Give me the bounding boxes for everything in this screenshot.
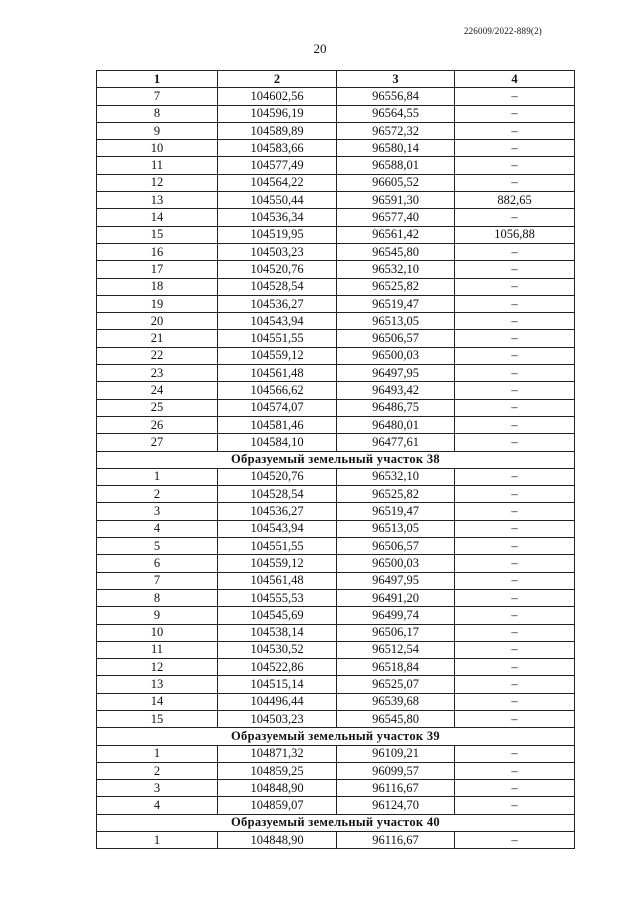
y-coordinate-cell: 96116,67: [337, 832, 455, 849]
x-coordinate-cell: 104538,14: [218, 624, 337, 641]
point-number-cell: 15: [97, 226, 218, 243]
table-row: [97, 693, 575, 710]
distance-cell: –: [455, 122, 575, 139]
distance-cell: –: [455, 157, 575, 174]
table-row: [97, 209, 575, 226]
y-coordinate-cell: 96497,95: [337, 365, 455, 382]
y-coordinate-cell: 96577,40: [337, 209, 455, 226]
x-coordinate-cell: 104566,62: [218, 382, 337, 399]
x-coordinate-cell: 104871,32: [218, 745, 337, 762]
distance-cell: –: [455, 676, 575, 693]
point-number-cell: 4: [97, 520, 218, 537]
section-title: Образуемый земельный участок 40: [97, 814, 575, 831]
y-coordinate-cell: 96605,52: [337, 174, 455, 191]
table-row: [97, 157, 575, 174]
point-number-cell: 12: [97, 174, 218, 191]
point-number-cell: 22: [97, 347, 218, 364]
table-row: [97, 780, 575, 797]
distance-cell: –: [455, 434, 575, 451]
distance-cell: –: [455, 261, 575, 278]
x-coordinate-cell: 104520,76: [218, 261, 337, 278]
section-title: Образуемый земельный участок 39: [97, 728, 575, 745]
point-number-cell: 4: [97, 797, 218, 814]
table-row: [97, 832, 575, 849]
distance-cell: –: [455, 659, 575, 676]
point-number-cell: 8: [97, 105, 218, 122]
y-coordinate-cell: 96525,82: [337, 278, 455, 295]
table-row: [97, 486, 575, 503]
document-id: 226009/2022-889(2): [463, 26, 542, 36]
table-row: [97, 399, 575, 416]
point-number-cell: 5: [97, 538, 218, 555]
table-row: [97, 468, 575, 485]
page-number: 20: [313, 41, 327, 56]
x-coordinate-cell: 104589,89: [218, 122, 337, 139]
point-number-cell: 3: [97, 503, 218, 520]
x-coordinate-cell: 104561,48: [218, 365, 337, 382]
y-coordinate-cell: 96506,57: [337, 538, 455, 555]
point-number-cell: 23: [97, 365, 218, 382]
y-coordinate-cell: 96525,82: [337, 486, 455, 503]
table-row: [97, 226, 575, 243]
point-number-cell: 25: [97, 399, 218, 416]
table-row: [97, 710, 575, 727]
table-row: [97, 434, 575, 451]
x-coordinate-cell: 104543,94: [218, 313, 337, 330]
y-coordinate-cell: 96512,54: [337, 641, 455, 658]
distance-cell: –: [455, 641, 575, 658]
table-row: [97, 607, 575, 624]
x-coordinate-cell: 104583,66: [218, 140, 337, 157]
y-coordinate-cell: 96500,03: [337, 555, 455, 572]
table-row: [97, 365, 575, 382]
x-coordinate-cell: 104550,44: [218, 192, 337, 209]
y-coordinate-cell: 96519,47: [337, 503, 455, 520]
table-row: [97, 105, 575, 122]
y-coordinate-cell: 96561,42: [337, 226, 455, 243]
point-number-cell: 19: [97, 295, 218, 312]
table-row: [97, 243, 575, 260]
y-coordinate-cell: 96545,80: [337, 710, 455, 727]
point-number-cell: 13: [97, 676, 218, 693]
table-row: [97, 88, 575, 105]
distance-cell: –: [455, 693, 575, 710]
distance-cell: –: [455, 572, 575, 589]
distance-cell: –: [455, 486, 575, 503]
distance-cell: –: [455, 538, 575, 555]
y-coordinate-cell: 96532,10: [337, 261, 455, 278]
distance-cell: –: [455, 555, 575, 572]
y-coordinate-cell: 96588,01: [337, 157, 455, 174]
x-coordinate-cell: 104520,76: [218, 468, 337, 485]
distance-cell: –: [455, 313, 575, 330]
table-row: [97, 295, 575, 312]
y-coordinate-cell: 96539,68: [337, 693, 455, 710]
y-coordinate-cell: 96480,01: [337, 416, 455, 433]
distance-cell: –: [455, 105, 575, 122]
point-number-cell: 6: [97, 555, 218, 572]
table-row: [97, 261, 575, 278]
x-coordinate-cell: 104561,48: [218, 572, 337, 589]
x-coordinate-cell: 104584,10: [218, 434, 337, 451]
table-row: [97, 122, 575, 139]
x-coordinate-cell: 104859,07: [218, 797, 337, 814]
x-coordinate-cell: 104528,54: [218, 278, 337, 295]
distance-cell: –: [455, 503, 575, 520]
distance-cell: –: [455, 330, 575, 347]
distance-cell: –: [455, 399, 575, 416]
x-coordinate-cell: 104528,54: [218, 486, 337, 503]
x-coordinate-cell: 104551,55: [218, 538, 337, 555]
x-coordinate-cell: 104536,27: [218, 503, 337, 520]
point-number-cell: 10: [97, 624, 218, 641]
y-coordinate-cell: 96491,20: [337, 589, 455, 606]
x-coordinate-cell: 104581,46: [218, 416, 337, 433]
y-coordinate-cell: 96556,84: [337, 88, 455, 105]
column-header-2: 2: [218, 71, 337, 88]
section-title-row: [97, 451, 575, 468]
distance-cell: 882,65: [455, 192, 575, 209]
point-number-cell: 15: [97, 710, 218, 727]
point-number-cell: 14: [97, 693, 218, 710]
distance-cell: –: [455, 88, 575, 105]
distance-cell: –: [455, 797, 575, 814]
point-number-cell: 20: [97, 313, 218, 330]
table-row: [97, 762, 575, 779]
y-coordinate-cell: 96109,21: [337, 745, 455, 762]
table-row: [97, 520, 575, 537]
x-coordinate-cell: 104536,34: [218, 209, 337, 226]
distance-cell: –: [455, 382, 575, 399]
point-number-cell: 1: [97, 468, 218, 485]
y-coordinate-cell: 96506,17: [337, 624, 455, 641]
distance-cell: –: [455, 710, 575, 727]
distance-cell: –: [455, 174, 575, 191]
point-number-cell: 12: [97, 659, 218, 676]
x-coordinate-cell: 104602,56: [218, 88, 337, 105]
point-number-cell: 13: [97, 192, 218, 209]
table-header-row: [97, 71, 575, 88]
x-coordinate-cell: 104555,53: [218, 589, 337, 606]
table-row: [97, 192, 575, 209]
point-number-cell: 9: [97, 607, 218, 624]
x-coordinate-cell: 104503,23: [218, 710, 337, 727]
table-row: [97, 797, 575, 814]
point-number-cell: 8: [97, 589, 218, 606]
distance-cell: –: [455, 745, 575, 762]
y-coordinate-cell: 96486,75: [337, 399, 455, 416]
distance-cell: –: [455, 365, 575, 382]
point-number-cell: 16: [97, 243, 218, 260]
table-row: [97, 659, 575, 676]
table-row: [97, 745, 575, 762]
section-title: Образуемый земельный участок 38: [97, 451, 575, 468]
point-number-cell: 2: [97, 486, 218, 503]
x-coordinate-cell: 104848,90: [218, 832, 337, 849]
column-header-4: 4: [455, 71, 575, 88]
x-coordinate-cell: 104559,12: [218, 347, 337, 364]
y-coordinate-cell: 96099,57: [337, 762, 455, 779]
point-number-cell: 27: [97, 434, 218, 451]
y-coordinate-cell: 96499,74: [337, 607, 455, 624]
point-number-cell: 10: [97, 140, 218, 157]
y-coordinate-cell: 96500,03: [337, 347, 455, 364]
distance-cell: –: [455, 762, 575, 779]
distance-cell: –: [455, 520, 575, 537]
distance-cell: –: [455, 209, 575, 226]
y-coordinate-cell: 96580,14: [337, 140, 455, 157]
table-body: [97, 88, 575, 849]
distance-cell: –: [455, 295, 575, 312]
point-number-cell: 1: [97, 832, 218, 849]
y-coordinate-cell: 96116,67: [337, 780, 455, 797]
table-row: [97, 416, 575, 433]
y-coordinate-cell: 96519,47: [337, 295, 455, 312]
x-coordinate-cell: 104543,94: [218, 520, 337, 537]
point-number-cell: 7: [97, 88, 218, 105]
distance-cell: –: [455, 140, 575, 157]
column-header-3: 3: [337, 71, 455, 88]
x-coordinate-cell: 104496,44: [218, 693, 337, 710]
point-number-cell: 7: [97, 572, 218, 589]
point-number-cell: 3: [97, 780, 218, 797]
column-header-1: 1: [97, 71, 218, 88]
x-coordinate-cell: 104530,52: [218, 641, 337, 658]
y-coordinate-cell: 96493,42: [337, 382, 455, 399]
table-row: [97, 503, 575, 520]
table-row: [97, 589, 575, 606]
point-number-cell: 11: [97, 641, 218, 658]
x-coordinate-cell: 104564,22: [218, 174, 337, 191]
x-coordinate-cell: 104574,07: [218, 399, 337, 416]
table-row: [97, 538, 575, 555]
y-coordinate-cell: 96564,55: [337, 105, 455, 122]
distance-cell: –: [455, 832, 575, 849]
y-coordinate-cell: 96525,07: [337, 676, 455, 693]
y-coordinate-cell: 96477,61: [337, 434, 455, 451]
x-coordinate-cell: 104848,90: [218, 780, 337, 797]
y-coordinate-cell: 96513,05: [337, 520, 455, 537]
point-number-cell: 24: [97, 382, 218, 399]
x-coordinate-cell: 104859,25: [218, 762, 337, 779]
table-row: [97, 278, 575, 295]
table-row: [97, 382, 575, 399]
table-row: [97, 174, 575, 191]
point-number-cell: 9: [97, 122, 218, 139]
x-coordinate-cell: 104536,27: [218, 295, 337, 312]
point-number-cell: 18: [97, 278, 218, 295]
distance-cell: 1056,88: [455, 226, 575, 243]
point-number-cell: 1: [97, 745, 218, 762]
y-coordinate-cell: 96572,32: [337, 122, 455, 139]
coordinates-table: [96, 70, 575, 849]
distance-cell: –: [455, 347, 575, 364]
table-row: [97, 347, 575, 364]
y-coordinate-cell: 96545,80: [337, 243, 455, 260]
x-coordinate-cell: 104596,19: [218, 105, 337, 122]
y-coordinate-cell: 96124,70: [337, 797, 455, 814]
point-number-cell: 17: [97, 261, 218, 278]
y-coordinate-cell: 96513,05: [337, 313, 455, 330]
distance-cell: –: [455, 607, 575, 624]
distance-cell: –: [455, 243, 575, 260]
distance-cell: –: [455, 624, 575, 641]
x-coordinate-cell: 104577,49: [218, 157, 337, 174]
y-coordinate-cell: 96591,30: [337, 192, 455, 209]
table-row: [97, 140, 575, 157]
x-coordinate-cell: 104559,12: [218, 555, 337, 572]
distance-cell: –: [455, 416, 575, 433]
table-row: [97, 572, 575, 589]
distance-cell: –: [455, 780, 575, 797]
table-row: [97, 313, 575, 330]
table-row: [97, 641, 575, 658]
point-number-cell: 11: [97, 157, 218, 174]
x-coordinate-cell: 104522,86: [218, 659, 337, 676]
y-coordinate-cell: 96497,95: [337, 572, 455, 589]
point-number-cell: 21: [97, 330, 218, 347]
table-row: [97, 676, 575, 693]
x-coordinate-cell: 104503,23: [218, 243, 337, 260]
distance-cell: –: [455, 278, 575, 295]
table-row: [97, 330, 575, 347]
y-coordinate-cell: 96532,10: [337, 468, 455, 485]
section-title-row: [97, 814, 575, 831]
y-coordinate-cell: 96518,84: [337, 659, 455, 676]
table-row: [97, 555, 575, 572]
x-coordinate-cell: 104545,69: [218, 607, 337, 624]
y-coordinate-cell: 96506,57: [337, 330, 455, 347]
point-number-cell: 14: [97, 209, 218, 226]
section-title-row: [97, 728, 575, 745]
distance-cell: –: [455, 468, 575, 485]
table-row: [97, 624, 575, 641]
point-number-cell: 26: [97, 416, 218, 433]
x-coordinate-cell: 104551,55: [218, 330, 337, 347]
point-number-cell: 2: [97, 762, 218, 779]
distance-cell: –: [455, 589, 575, 606]
x-coordinate-cell: 104515,14: [218, 676, 337, 693]
x-coordinate-cell: 104519,95: [218, 226, 337, 243]
